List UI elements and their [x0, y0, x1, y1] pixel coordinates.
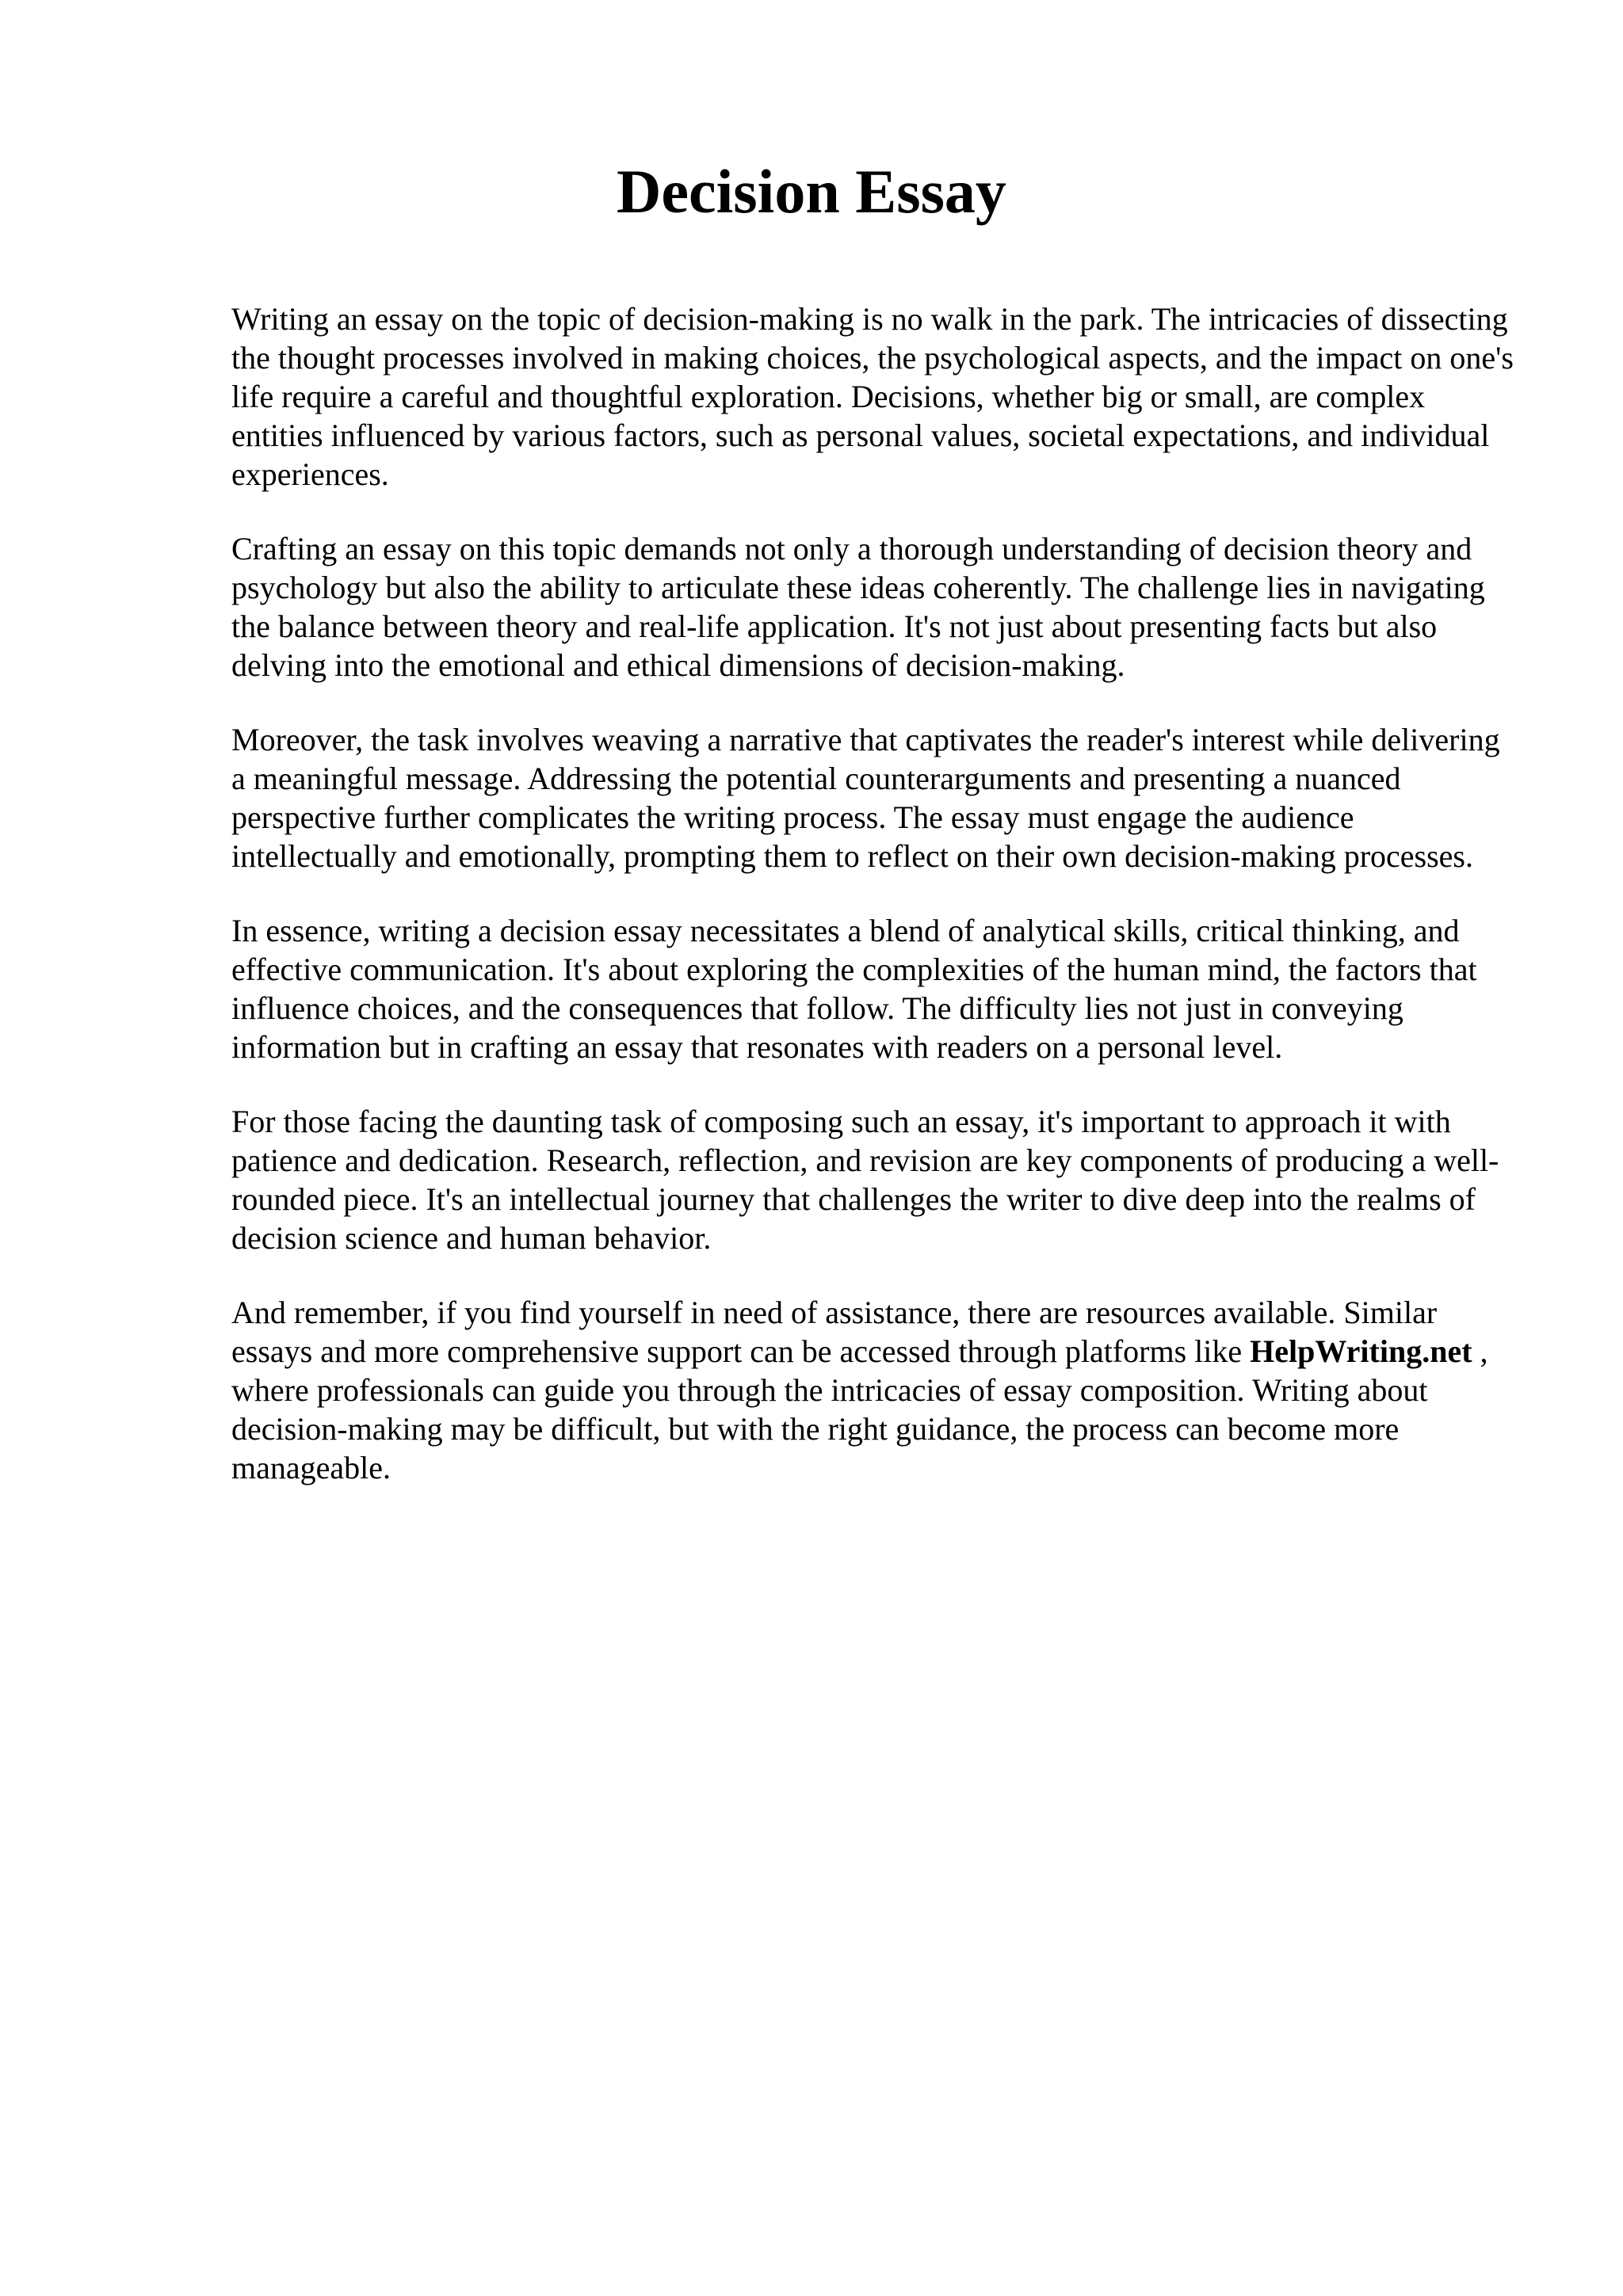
paragraph-2: Crafting an essay on this topic demands not only a thorough understanding of decision theory and psychology but also the ability to articulate these ideas coherently. The challenge lies in navigating the balance between theory and real-life application. It's not just about presenting facts but also delving into the emotional and ethical dimensions of decision-making.: [231, 531, 1485, 683]
essay-body: [231, 299, 1520, 1487]
paragraph-6-lead-text: And remember, if you find yourself in need of assistance, there are resources available. Similar essays and more comprehensive support can be accessed through platforms like: [231, 1295, 1438, 1369]
paragraph-1: Writing an essay on the topic of decision-making is no walk in the park. The intricacies of dissecting the thought processes involved in making choices, the psychological aspects, and the impact on one's life require a careful and thoughtful exploration. Decisions, whether big or small, are complex entities influenced by various factors, such as personal values, societal expectations, and individual experiences.: [231, 301, 1514, 492]
paragraph-6: [231, 1293, 1520, 1487]
page-title: Decision Essay: [617, 157, 1006, 226]
paragraph-4: In essence, writing a decision essay necessitates a blend of analytical skills, critical thinking, and effective communication. It's about exploring the complexities of the human mind, the factors that influence choices, and the consequences that follow. The difficulty lies not just in conveying information but in crafting an essay that resonates with readers on a personal level.: [231, 913, 1477, 1065]
paragraph-6-trailing-text: , where professionals can guide you through the intricacies of essay composition. Writing about decision-making may be difficult, but with the right guidance, the process can become more manageable.: [231, 1333, 1488, 1486]
paragraph-5: For those facing the daunting task of composing such an essay, it's important to approach it with patience and dedication. Research, reflection, and revision are key components of producing a well-rounded piece. It's an intellectual journey that challenges the writer to dive deep into the realms of decision science and human behavior.: [231, 1104, 1499, 1256]
paragraph-3: Moreover, the task involves weaving a narrative that captivates the reader's interest while delivering a meaningful message. Addressing the potential counterarguments and presenting a nuanced perspective further complicates the writing process. The essay must engage the audience intellectually and emotionally, prompting them to reflect on their own decision-making processes.: [231, 722, 1500, 874]
helpwriting-link[interactable]: HelpWriting.net: [1250, 1333, 1472, 1369]
